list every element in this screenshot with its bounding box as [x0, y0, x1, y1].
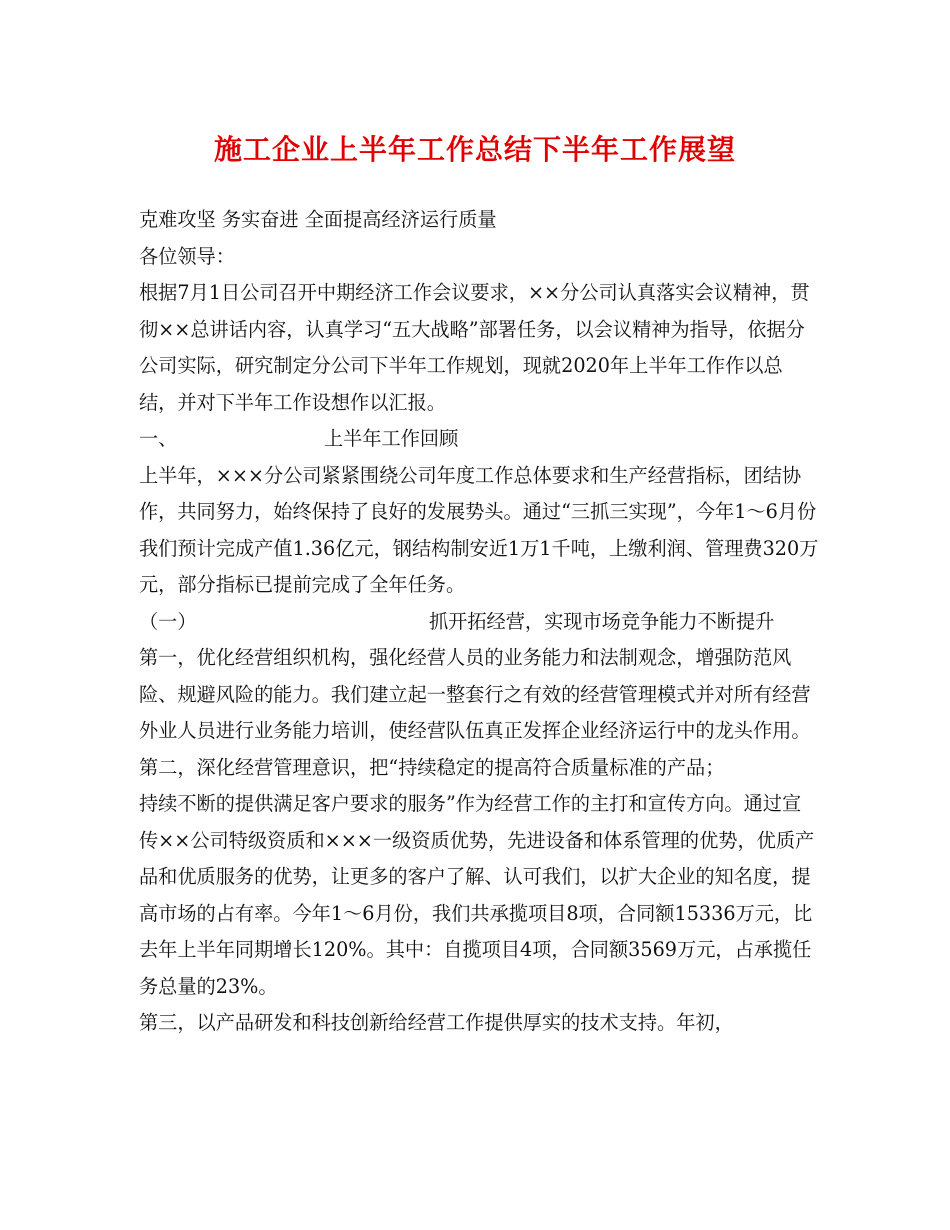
paragraph-second-b: 持续不断的提供满足客户要求的服务”作为经营工作的主打和宣传方向。通过宣传××公司特级资质和×××一级资质优势，先进设备和体系管理的优势，优质产品和优质服务的优势，让更多的客户了解、认可我们，以扩大企业的知名度，提高市场的占有率。今年1～6月份，我们共承揽项目8项，合同额15336万元，比去年上半年同期增长120%。其中：自揽项目4项，合同额3569万元，占承揽任务总量的23%。 — [139, 792, 815, 998]
section-heading-1 — [139, 421, 819, 458]
document-title: 施工企业上半年工作总结下半年工作展望 — [213, 133, 736, 166]
subsection-heading-1 — [139, 604, 819, 641]
subtitle: 克难攻坚 务实奋进 全面提高经济运行质量 — [139, 208, 497, 231]
salutation: 各位领导： — [139, 244, 235, 268]
paragraph-third: 第三，以产品研发和科技创新给经营工作提供厚实的技术支持。年初， — [139, 1011, 734, 1034]
paragraph-first: 第一，优化经营组织机构，强化经营人员的业务能力和法制观念，增强防范风险、规避风险的能力。我们建立起一整套行之有效的经营管理模式并对所有经营外业人员进行业务能力培训，使经营队伍真正发挥企业经济运行中的龙头作用。 — [139, 646, 811, 742]
subsection-title: 抓开拓经营，实现市场竞争能力不断提升 — [429, 609, 775, 633]
section-title: 上半年工作回顾 — [324, 427, 459, 450]
subsection-number: （一） — [139, 609, 197, 633]
intro-paragraph: 根据7月1日公司召开中期经济工作会议要求，××分公司认真落实会议精神，贯彻××总讲话内容，认真学习“五大战略”部署任务，以会议精神为指导，依据分公司实际，研究制定分公司下半年工作规划，现就2020年上半年工作作以总结，并对下半年工作设想作以汇报。 — [139, 281, 810, 414]
section-number: 一、 — [139, 427, 178, 450]
section-paragraph: 上半年，×××分公司紧紧围绕公司年度工作总体要求和生产经营指标，团结协作，共同努力，始终保持了良好的发展势头。通过“三抓三实现”，今年1～6月份我们预计完成产值1.36亿元，钢结构制安近1万1千吨，上缴利润、管理费320万元，部分指标已提前完成了全年任务。 — [139, 463, 819, 596]
document-body — [139, 202, 819, 1042]
paragraph-second-a: 第二，深化经营管理意识，把“持续稳定的提高符合质量标准的产品； — [139, 755, 725, 779]
